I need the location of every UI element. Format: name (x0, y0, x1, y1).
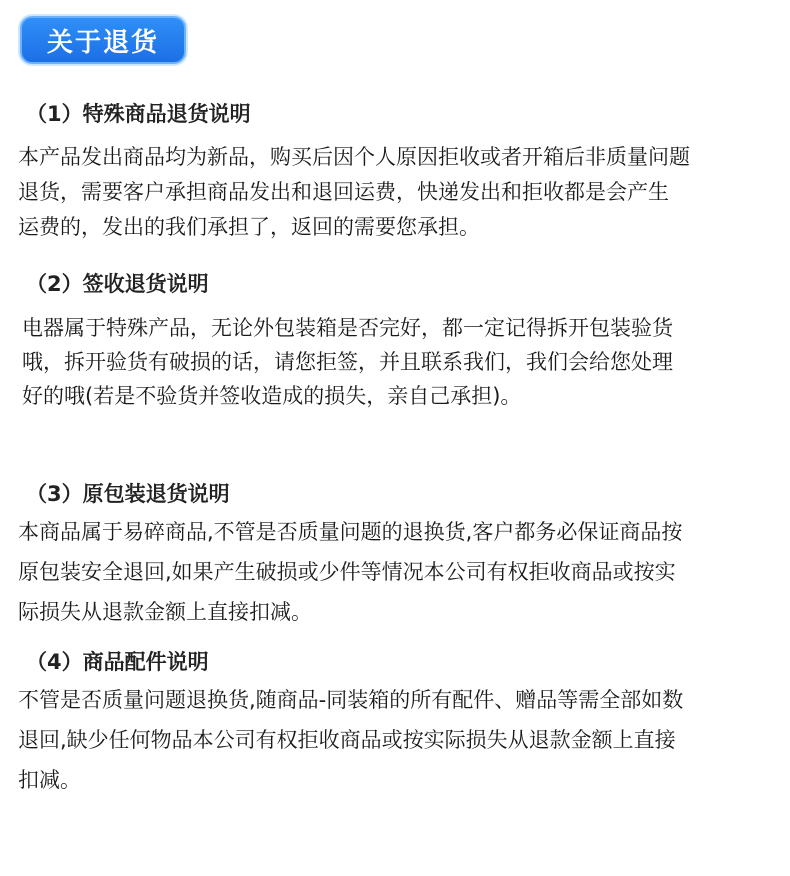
section-3-heading: （3）原包装退货说明 (26, 482, 230, 506)
section-2-line-2: 哦，拆开验货有破损的话，请您拒签，并且联系我们，我们会给您处理 (22, 350, 673, 374)
section-4-line-1: 不管是否质量问题退换货,随商品-同装箱的所有配件、赠品等需全部如数 (18, 688, 684, 712)
section-1-heading: （1）特殊商品退货说明 (26, 102, 251, 126)
section-3-line-1: 本商品属于易碎商品,不管是否质量问题的退换货,客户都务必保证商品按 (18, 520, 683, 544)
section-1-line-3: 运费的，发出的我们承担了，返回的需要您承担。 (18, 215, 480, 239)
section-4-heading: （4）商品配件说明 (26, 650, 209, 674)
section-3-line-2: 原包装安全退回,如果产生破损或少件等情况本公司有权拒收商品或按实 (18, 560, 676, 584)
section-2-heading: （2）签收退货说明 (26, 272, 209, 296)
section-2-line-1: 电器属于特殊产品，无论外包装箱是否完好，都一定记得拆开包装验货 (22, 316, 673, 340)
section-2-line-3: 好的哦(若是不验货并签收造成的损失，亲自己承担)。 (22, 384, 522, 408)
section-3-line-3: 际损失从退款金额上直接扣减。 (18, 600, 312, 624)
section-1-line-1: 本产品发出商品均为新品，购买后因个人原因拒收或者开箱后非质量问题 (18, 145, 690, 169)
section-1-line-2: 退货，需要客户承担商品发出和退回运费，快递发出和拒收都是会产生 (18, 180, 669, 204)
section-4-line-2: 退回,缺少任何物品本公司有权拒收商品或按实际损失从退款金额上直接 (18, 728, 676, 752)
section-3-body (18, 512, 778, 632)
section-1-body (18, 140, 778, 245)
section-2-body (22, 311, 782, 413)
page-title-badge: 关于退货 (20, 16, 186, 64)
section-4-body (18, 680, 778, 800)
section-4-line-3: 扣减。 (18, 768, 81, 792)
